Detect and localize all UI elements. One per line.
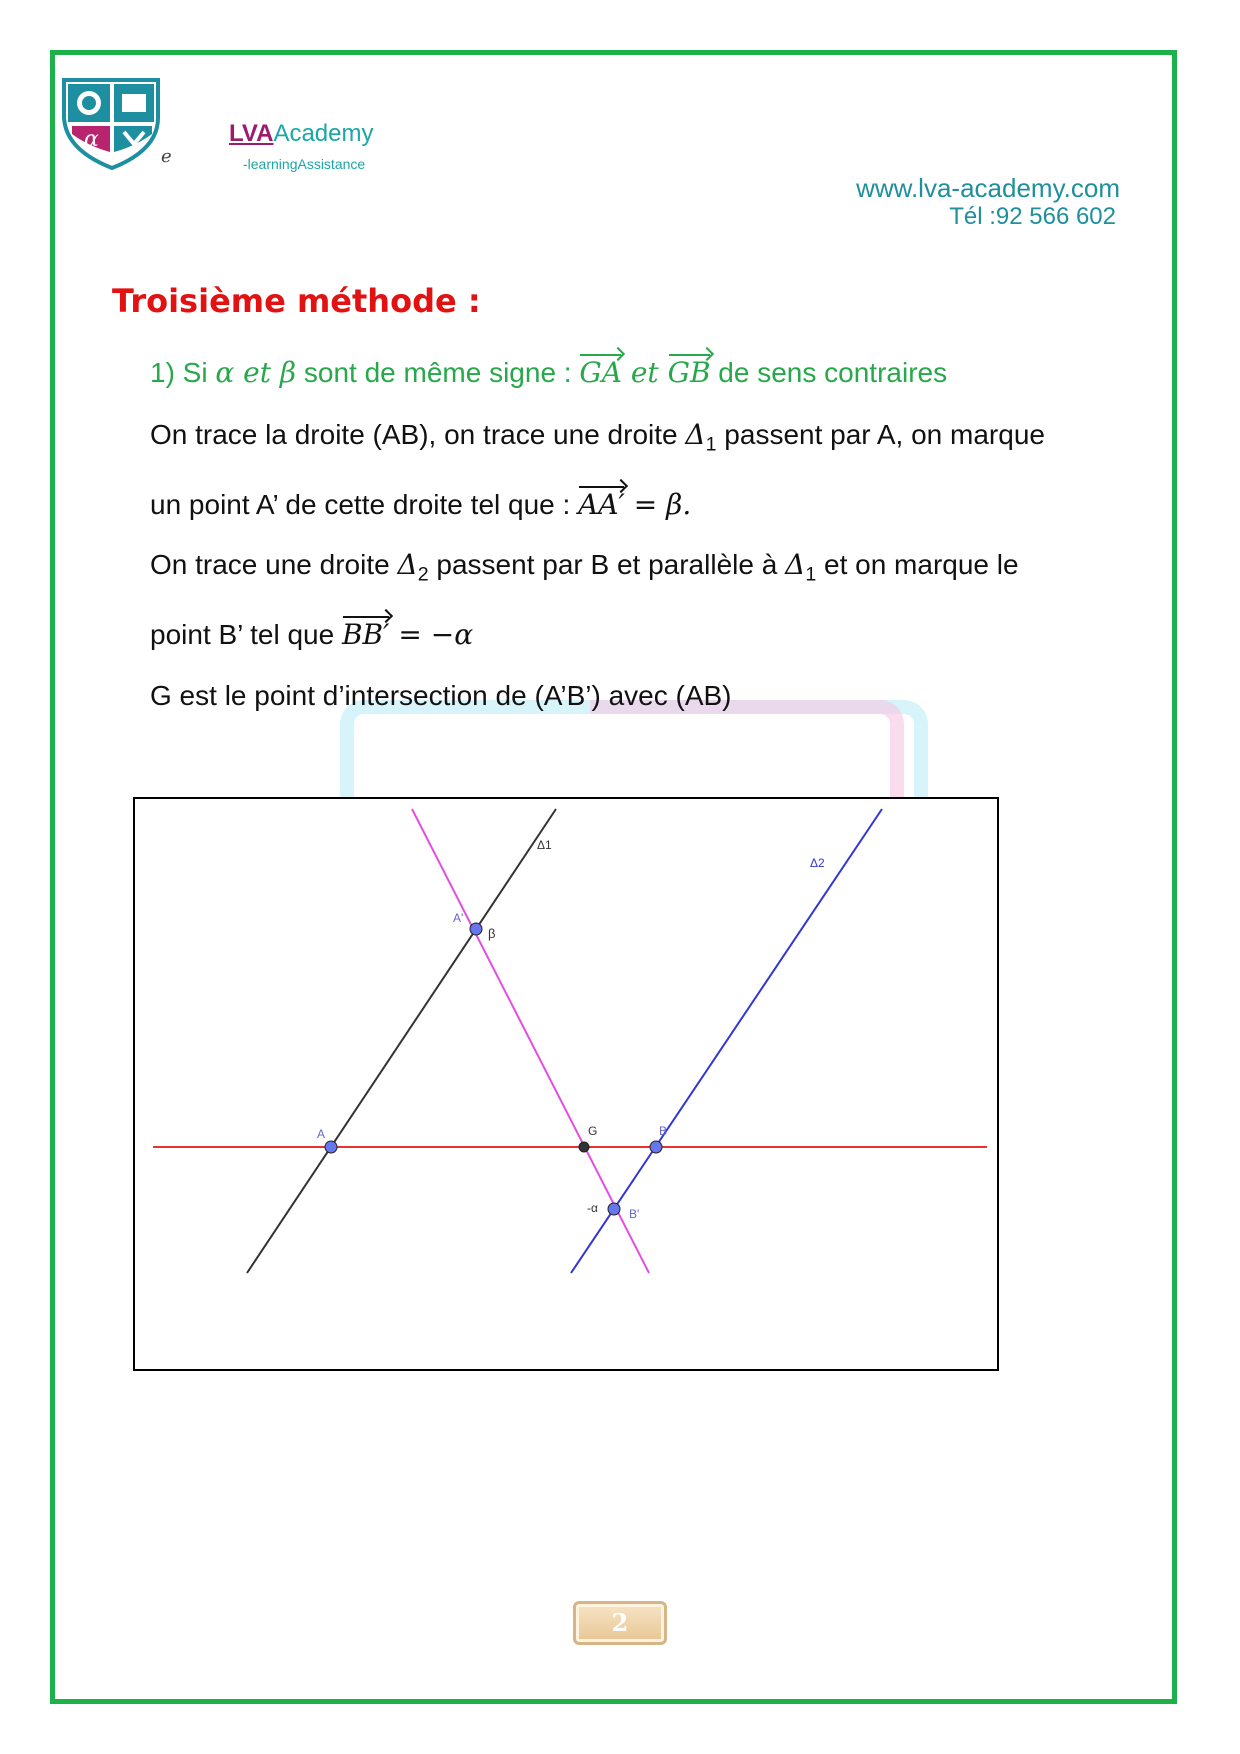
et-word-2: et [621, 356, 668, 389]
paragraph-2-equation: = β. [624, 488, 692, 521]
lva-shield-logo [58, 76, 166, 170]
paragraph-3-text-b: passent par B et parallèle à [428, 549, 786, 580]
paragraph-2 [150, 488, 691, 521]
delta-symbol: Δ [685, 418, 706, 451]
brand-subtitle: -learningAssistance [243, 156, 366, 172]
point-a[interactable] [325, 1141, 337, 1153]
paragraph-4 [150, 618, 473, 651]
label-beta: β [488, 926, 496, 941]
label-b: B [659, 1124, 668, 1138]
paragraph-4-text-a: point B’ tel que [150, 619, 342, 650]
paragraph-4-equation: = −α [389, 618, 474, 651]
paragraph-5: G est le point d’intersection de (A’B’) avec (AB) [150, 680, 732, 711]
paragraph-3-text-c: et on marque le [816, 549, 1019, 580]
point-a-prime[interactable] [470, 923, 482, 935]
label-a-prime: A' [453, 911, 464, 925]
paragraph-2-text-a: un point A’ de cette droite tel que : [150, 489, 579, 520]
paragraph-1 [150, 418, 1045, 457]
brand-academy: Academy [273, 120, 374, 147]
alpha-symbol: α [215, 356, 235, 389]
brand-name [229, 120, 373, 148]
paragraph-3-text-a: On trace une droite [150, 549, 398, 580]
item-1-suffix: de sens contraires [710, 357, 948, 388]
beta-symbol: β [279, 356, 297, 389]
item-1-mid: sont de même signe : [296, 357, 580, 388]
point-b[interactable] [650, 1141, 662, 1153]
item-1-prefix: 1) Si [150, 357, 216, 388]
phone-number: Tél :92 566 602 [949, 203, 1116, 230]
label-b-prime: B' [629, 1207, 640, 1221]
label-delta2: Δ2 [810, 856, 825, 870]
vector-bb-prime: BB′ [341, 618, 390, 651]
paragraph-1-text-a: On trace la droite (AB), on trace une droite [150, 419, 686, 450]
figure-canvas [135, 799, 1001, 1373]
section-heading: Troisième méthode : [112, 282, 481, 320]
et-word: et [234, 356, 280, 389]
vector-ga: GA [579, 356, 622, 389]
svg-text:α: α [84, 127, 99, 152]
line-delta2 [571, 809, 882, 1273]
website-url[interactable]: www.lva-academy.com [856, 173, 1120, 203]
line-delta1 [247, 809, 556, 1273]
delta-subscript: 1 [805, 563, 817, 586]
label-minus-alpha: -α [587, 1201, 598, 1215]
vector-aa-prime: AA′ [578, 488, 625, 521]
vector-gb: GB [667, 356, 711, 389]
logo-letter: e [161, 146, 172, 167]
label-a: A [317, 1127, 326, 1141]
geometry-figure [133, 797, 999, 1371]
label-g: G [588, 1124, 598, 1138]
paragraph-1-text-b: passent par A, on marque [716, 419, 1045, 450]
item-1 [150, 356, 947, 389]
point-g[interactable] [579, 1142, 589, 1152]
delta-subscript: 2 [417, 563, 429, 586]
paragraph-3 [150, 548, 1019, 587]
brand-lva: LVA [229, 120, 274, 147]
delta-symbol: Δ [397, 548, 418, 581]
label-delta1: Δ1 [537, 838, 552, 852]
point-b-prime[interactable] [608, 1203, 620, 1215]
delta-subscript: 1 [705, 433, 717, 456]
page-number-badge: 2 [573, 1601, 667, 1645]
delta-symbol: Δ [785, 548, 806, 581]
